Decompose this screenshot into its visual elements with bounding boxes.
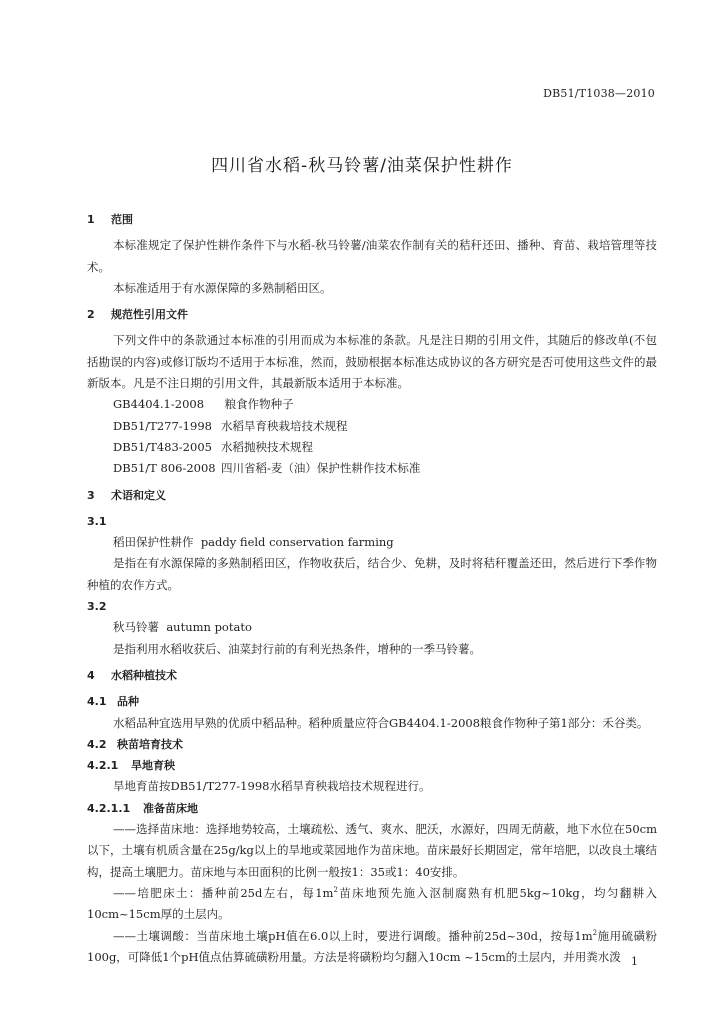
text-run: 苗床地预先施入沤制腐熟有机肥5kg~10kg，均匀翻耕入10cm~15cm厚的土层内。 bbox=[87, 885, 658, 922]
reference-item bbox=[87, 394, 657, 415]
page-number: 1 bbox=[631, 955, 638, 968]
document-title: 四川省水稻-秋马铃薯/油菜保护性耕作 bbox=[211, 156, 513, 176]
section-number: 2 bbox=[87, 308, 95, 322]
paragraph: 本标准规定了保护性耕作条件下与水稻-秋马铃薯/油菜农作制有关的秸秆还田、播种、育苗、栽培管理等技术。 bbox=[87, 238, 657, 274]
term-name: 秋马铃薯 bbox=[113, 620, 159, 635]
section-title: 规范性引用文件 bbox=[111, 308, 188, 322]
subsection-title: 准备苗床地 bbox=[143, 801, 198, 815]
section-heading bbox=[87, 304, 657, 325]
reference-code: DB51/T 806-2008 bbox=[113, 461, 216, 476]
reference-name: 粮食作物种子 bbox=[221, 397, 294, 412]
term-entry bbox=[87, 617, 657, 638]
term-english: autumn potato bbox=[166, 620, 252, 635]
subsection-number: 4.2.1.1 bbox=[87, 801, 131, 815]
reference-code: DB51/T483-2005 bbox=[113, 439, 212, 454]
section-number: 3 bbox=[87, 488, 95, 502]
text-run: 施用硫磺粉100g，可降低1个pH值点估算硫磺粉用量。方法是将磺粉均匀翻入10cm ~15cm的土层内，并用粪水泼 bbox=[87, 928, 657, 964]
term-definition: 是指利用水稻收获后、油菜封行前的有利光热条件，增种的一季马铃薯。 bbox=[113, 641, 481, 656]
document-body bbox=[87, 209, 657, 968]
term-number: 3.1 bbox=[87, 514, 107, 528]
reference-code: DB51/T277-1998 bbox=[113, 418, 212, 433]
paragraph bbox=[87, 926, 657, 969]
subsection-heading bbox=[87, 734, 657, 755]
superscript: 2 bbox=[333, 886, 338, 895]
term-entry bbox=[87, 532, 657, 553]
paragraph: 旱地育苗按DB51/T277-1998水稻旱育秧栽培技术规程进行。 bbox=[113, 779, 431, 794]
term-definition: 是指在有水源保障的多熟制稻田区，作物收获后，结合少、免耕，及时将秸秆覆盖还田，然后进行下季作物种植的农作方式。 bbox=[87, 556, 657, 592]
subsection-heading bbox=[87, 798, 657, 819]
section-title: 术语和定义 bbox=[111, 488, 166, 502]
paragraph: 下列文件中的条款通过本标准的引用而成为本标准的条款。凡是注日期的引用文件，其随后的修改单(不包括勘误的内容)或修订版均不适用于本标准，然而，鼓励根据本标准达成协议的各方研究是否可使用这些文件的最新版本。凡是不注日期的引用文件，其最新版本适用于本标准。 bbox=[87, 333, 657, 391]
subsection-number: 4.1 bbox=[87, 695, 107, 709]
section-number: 4 bbox=[87, 668, 95, 682]
section-heading bbox=[87, 665, 657, 686]
section-number: 1 bbox=[87, 213, 95, 226]
paragraph: ——选择苗床地：选择地势较高，土壤疏松、透气、爽水、肥沃，水源好，四周无荫蔽，地下水位在50cm以下，土壤有机质含量在25g/kg以上的旱地或菜园地作为苗床地。苗床最好长期固定，常年培肥，以改良土壤结构，提高土壤肥力。苗床地与本田面积的比例一般按1：35或1：40安排。 bbox=[87, 822, 657, 879]
reference-item bbox=[87, 437, 657, 458]
reference-code: GB4404.1-2008 bbox=[113, 397, 205, 412]
reference-name: 水稻抛秧技术规程 bbox=[221, 439, 313, 454]
subsection-heading bbox=[87, 755, 657, 776]
superscript: 2 bbox=[592, 928, 598, 937]
paragraph: 水稻品种宜选用早熟的优质中稻品种。稻种质量应符合GB4404.1-2008粮食作物种子第1部分：禾谷类。 bbox=[113, 715, 649, 730]
subsection-number: 4.2 bbox=[87, 737, 107, 751]
section-title: 水稻种植技术 bbox=[111, 668, 177, 682]
paragraph: 本标准适用于有水源保障的多熟制稻田区。 bbox=[113, 280, 332, 295]
standard-code: DB51/T1038—2010 bbox=[543, 87, 655, 100]
subsection-number: 4.2.1 bbox=[87, 759, 119, 773]
section-heading bbox=[87, 485, 657, 506]
section-title: 范围 bbox=[111, 213, 133, 226]
term-name: 稻田保护性耕作 bbox=[113, 535, 194, 550]
reference-name: 四川省稻-麦（油）保护性耕作技术标准 bbox=[221, 461, 421, 476]
reference-item bbox=[87, 458, 657, 479]
paragraph bbox=[87, 883, 657, 926]
subsection-heading bbox=[87, 691, 657, 712]
text-run: ——培肥床土：播种前25d左右，每1m bbox=[113, 885, 334, 900]
subsection-title: 品种 bbox=[117, 695, 139, 709]
reference-item bbox=[87, 416, 657, 437]
term-number: 3.2 bbox=[87, 600, 107, 614]
term-english: paddy field conservation farming bbox=[200, 535, 394, 550]
text-run: ——土壤调酸：当苗床地土壤pH值在6.0以上时，要进行调酸。播种前25d~30d，按每1m bbox=[113, 928, 593, 943]
subsection-title: 旱地育秧 bbox=[131, 759, 175, 773]
reference-name: 水稻旱育秧栽培技术规程 bbox=[221, 418, 348, 433]
subsection-title: 秧苗培育技术 bbox=[117, 737, 183, 751]
section-heading bbox=[87, 209, 657, 230]
